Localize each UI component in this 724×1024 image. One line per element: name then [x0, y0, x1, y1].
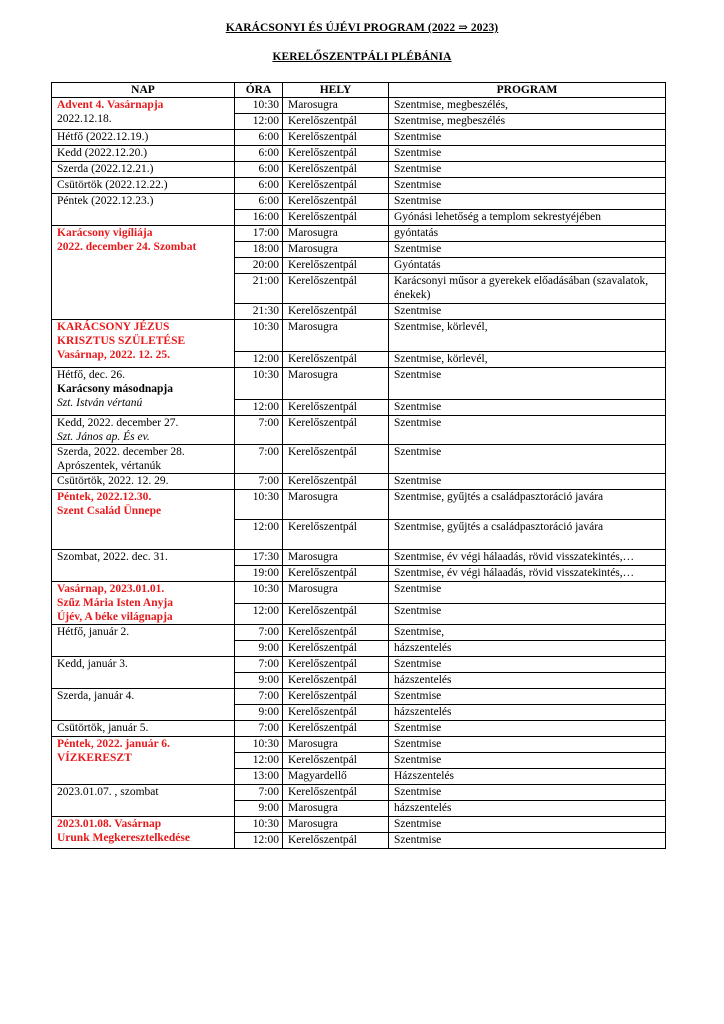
place-cell: Kerelőszentpál	[283, 566, 389, 582]
day-line: Hétfő, dec. 26.	[57, 369, 126, 381]
day-line: Aprószentek, vértanúk	[57, 460, 162, 472]
time-cell: 10:30	[235, 320, 283, 352]
program-cell: házszentelés	[389, 801, 666, 817]
place-cell: Marosugra	[283, 226, 389, 242]
day-cell	[52, 785, 235, 817]
day-line: Hétfő (2022.12.19.)	[57, 131, 149, 143]
time-cell: 12:00	[235, 114, 283, 130]
day-cell	[52, 178, 235, 194]
time-cell: 9:00	[235, 641, 283, 657]
program-cell: Szentmise	[389, 445, 666, 474]
day-cell	[52, 737, 235, 785]
time-cell: 12:00	[235, 603, 283, 625]
table-row	[52, 162, 666, 178]
program-cell: Szentmise	[389, 194, 666, 210]
day-line: Szt. István vértanú	[57, 397, 143, 409]
table-row	[52, 368, 666, 400]
day-line: Szerda, 2022. december 28.	[57, 446, 185, 458]
program-cell: házszentelés	[389, 705, 666, 721]
parish-name: KERELŐSZENTPÁLI PLÉBÁNIA	[272, 51, 452, 63]
place-cell: Marosugra	[283, 582, 389, 604]
place-cell: Kerelőszentpál	[283, 603, 389, 625]
day-cell	[52, 625, 235, 657]
table-row	[52, 416, 666, 445]
place-cell: Kerelőszentpál	[283, 445, 389, 474]
time-cell: 12:00	[235, 520, 283, 550]
program-cell: Szentmise	[389, 817, 666, 833]
day-cell	[52, 721, 235, 737]
time-cell: 6:00	[235, 178, 283, 194]
program-cell: Szentmise	[389, 416, 666, 445]
time-cell: 6:00	[235, 194, 283, 210]
program-cell: Szentmise	[389, 785, 666, 801]
time-cell: 9:00	[235, 705, 283, 721]
place-cell: Marosugra	[283, 737, 389, 753]
time-cell: 12:00	[235, 833, 283, 849]
program-cell: Szentmise	[389, 689, 666, 705]
place-cell: Marosugra	[283, 368, 389, 400]
table-row	[52, 445, 666, 474]
day-line: Péntek (2022.12.23.)	[57, 195, 154, 207]
program-cell: Karácsonyi műsor a gyerekek előadásában (szavalatok, énekek)	[389, 274, 666, 304]
day-cell	[52, 98, 235, 130]
table-row	[52, 721, 666, 737]
place-cell: Kerelőszentpál	[283, 474, 389, 490]
header-hely: HELY	[283, 83, 389, 98]
time-cell: 7:00	[235, 689, 283, 705]
day-cell	[52, 689, 235, 721]
day-line: Péntek, 2022.12.30.	[57, 491, 152, 503]
header-program: PROGRAM	[389, 83, 666, 98]
day-line: Szent Család Ünnepe	[57, 505, 162, 517]
day-line: VÍZKERESZT	[57, 752, 132, 764]
day-line: Szerda (2022.12.21.)	[57, 163, 154, 175]
place-cell: Magyardellő	[283, 769, 389, 785]
program-cell: Szentmise, körlevél,	[389, 352, 666, 368]
place-cell: Kerelőszentpál	[283, 705, 389, 721]
table-row	[52, 98, 666, 114]
time-cell: 18:00	[235, 242, 283, 258]
time-cell: 13:00	[235, 769, 283, 785]
day-line: Kedd, január 3.	[57, 658, 128, 670]
day-line: Vasárnap, 2022. 12. 25.	[57, 349, 170, 361]
place-cell: Kerelőszentpál	[283, 178, 389, 194]
place-cell: Kerelőszentpál	[283, 130, 389, 146]
place-cell: Kerelőszentpál	[283, 274, 389, 304]
place-cell: Kerelőszentpál	[283, 258, 389, 274]
day-line: Szombat, 2022. dec. 31.	[57, 551, 168, 563]
time-cell: 12:00	[235, 352, 283, 368]
time-cell: 6:00	[235, 162, 283, 178]
program-cell: Szentmise	[389, 400, 666, 416]
program-cell: gyóntatás	[389, 226, 666, 242]
day-line: 2023.01.08. Vasárnap	[57, 818, 162, 830]
time-cell: 6:00	[235, 146, 283, 162]
place-cell: Kerelőszentpál	[283, 625, 389, 641]
program-cell: házszentelés	[389, 641, 666, 657]
place-cell: Kerelőszentpál	[283, 721, 389, 737]
day-cell	[52, 490, 235, 550]
time-cell: 7:00	[235, 625, 283, 641]
day-line: Vasárnap, 2023.01.01.	[57, 583, 165, 595]
time-cell: 17:00	[235, 226, 283, 242]
day-cell	[52, 582, 235, 625]
program-cell: Szentmise	[389, 130, 666, 146]
day-line: 2022. december 24. Szombat	[57, 241, 197, 253]
day-line: Péntek, 2022. január 6.	[57, 738, 170, 750]
place-cell: Kerelőszentpál	[283, 785, 389, 801]
place-cell: Marosugra	[283, 550, 389, 566]
program-cell: Szentmise	[389, 368, 666, 400]
day-cell	[52, 416, 235, 445]
time-cell: 21:30	[235, 304, 283, 320]
program-cell: házszentelés	[389, 673, 666, 689]
day-cell	[52, 445, 235, 474]
place-cell: Kerelőszentpál	[283, 673, 389, 689]
program-cell: Szentmise, megbeszélés,	[389, 98, 666, 114]
table-row	[52, 657, 666, 673]
header-ora: ÓRA	[235, 83, 283, 98]
time-cell: 12:00	[235, 400, 283, 416]
schedule-body	[52, 98, 666, 849]
place-cell: Marosugra	[283, 490, 389, 520]
program-cell: Szentmise, megbeszélés	[389, 114, 666, 130]
time-cell: 19:00	[235, 566, 283, 582]
day-line: Csütörtök, 2022. 12. 29.	[57, 475, 169, 487]
time-cell: 7:00	[235, 445, 283, 474]
program-cell: Szentmise	[389, 833, 666, 849]
day-cell	[52, 226, 235, 320]
place-cell: Kerelőszentpál	[283, 114, 389, 130]
table-row	[52, 130, 666, 146]
table-row	[52, 474, 666, 490]
place-cell: Kerelőszentpál	[283, 400, 389, 416]
program-cell: Szentmise, körlevél,	[389, 320, 666, 352]
day-cell	[52, 146, 235, 162]
program-cell: Szentmise, év végi hálaadás, rövid visszatekintés,…	[389, 566, 666, 582]
program-cell: Házszentelés	[389, 769, 666, 785]
day-line: 2023.01.07. , szombat	[57, 786, 159, 798]
place-cell: Marosugra	[283, 242, 389, 258]
table-row	[52, 490, 666, 520]
time-cell: 7:00	[235, 657, 283, 673]
program-cell: Szentmise	[389, 753, 666, 769]
day-cell	[52, 368, 235, 416]
day-cell	[52, 474, 235, 490]
place-cell: Kerelőszentpál	[283, 657, 389, 673]
program-cell: Szentmise	[389, 474, 666, 490]
program-cell: Szentmise	[389, 162, 666, 178]
place-cell: Kerelőszentpál	[283, 210, 389, 226]
place-cell: Kerelőszentpál	[283, 520, 389, 550]
time-cell: 7:00	[235, 416, 283, 445]
program-cell: Szentmise	[389, 721, 666, 737]
day-line: Szűz Mária Isten Anyja	[57, 597, 173, 609]
program-cell: Gyóntatás	[389, 258, 666, 274]
day-cell	[52, 657, 235, 689]
place-cell: Kerelőszentpál	[283, 146, 389, 162]
table-row	[52, 320, 666, 352]
place-cell: Marosugra	[283, 98, 389, 114]
place-cell: Marosugra	[283, 320, 389, 352]
schedule-table	[51, 82, 666, 849]
time-cell: 7:00	[235, 785, 283, 801]
table-row	[52, 582, 666, 604]
day-line: Szerda, január 4.	[57, 690, 135, 702]
program-cell: Gyónási lehetőség a templom sekrestyéjében	[389, 210, 666, 226]
day-line: Csütörtök, január 5.	[57, 722, 149, 734]
program-cell: Szentmise	[389, 603, 666, 625]
time-cell: 10:30	[235, 817, 283, 833]
program-cell: Szentmise	[389, 242, 666, 258]
program-cell: Szentmise, év végi hálaadás, rövid visszatekintés,…	[389, 550, 666, 566]
day-cell	[52, 817, 235, 849]
time-cell: 10:30	[235, 582, 283, 604]
time-cell: 7:00	[235, 721, 283, 737]
day-line: Kedd (2022.12.20.)	[57, 147, 148, 159]
table-row	[52, 178, 666, 194]
place-cell: Kerelőszentpál	[283, 689, 389, 705]
time-cell: 17:30	[235, 550, 283, 566]
program-cell: Szentmise	[389, 304, 666, 320]
place-cell: Kerelőszentpál	[283, 833, 389, 849]
time-cell: 16:00	[235, 210, 283, 226]
program-cell: Szentmise	[389, 657, 666, 673]
table-row	[52, 817, 666, 833]
day-cell	[52, 194, 235, 226]
day-cell	[52, 550, 235, 582]
day-line: Kedd, 2022. december 27.	[57, 417, 179, 429]
table-row	[52, 689, 666, 705]
day-line: KRISZTUS SZÜLETÉSE	[57, 335, 186, 347]
place-cell: Kerelőszentpál	[283, 352, 389, 368]
program-cell: Szentmise, gyűjtés a családpasztoráció javára	[389, 520, 666, 550]
day-line: Újév, A béke világnapja	[57, 611, 173, 623]
program-cell: Szentmise	[389, 146, 666, 162]
time-cell: 10:30	[235, 737, 283, 753]
day-line: Csütörtök (2022.12.22.)	[57, 179, 168, 191]
table-row	[52, 550, 666, 566]
table-row	[52, 146, 666, 162]
place-cell: Kerelőszentpál	[283, 753, 389, 769]
time-cell: 10:30	[235, 368, 283, 400]
page-title: KARÁCSONYI ÉS ÚJÉVI PROGRAM (2022 ⇒ 2023)	[225, 22, 499, 34]
table-row	[52, 785, 666, 801]
day-cell	[52, 130, 235, 146]
table-row	[52, 194, 666, 210]
program-cell: Szentmise	[389, 582, 666, 604]
place-cell: Marosugra	[283, 801, 389, 817]
day-line: Karácsony másodnapja	[57, 383, 173, 395]
table-row	[52, 737, 666, 753]
day-line: Hétfő, január 2.	[57, 626, 130, 638]
time-cell: 21:00	[235, 274, 283, 304]
header-row	[52, 83, 666, 98]
place-cell: Kerelőszentpál	[283, 416, 389, 445]
day-line: Szt. János ap. És ev.	[57, 431, 150, 443]
program-cell: Szentmise	[389, 737, 666, 753]
time-cell: 6:00	[235, 130, 283, 146]
table-row	[52, 226, 666, 242]
place-cell: Kerelőszentpál	[283, 194, 389, 210]
place-cell: Marosugra	[283, 817, 389, 833]
time-cell: 12:00	[235, 753, 283, 769]
day-cell	[52, 320, 235, 368]
time-cell: 9:00	[235, 801, 283, 817]
table-row	[52, 625, 666, 641]
day-line: Karácsony vigíliája	[57, 227, 153, 239]
time-cell: 20:00	[235, 258, 283, 274]
time-cell: 10:30	[235, 490, 283, 520]
place-cell: Kerelőszentpál	[283, 304, 389, 320]
day-line: Advent 4. Vasárnapja	[57, 99, 164, 111]
program-cell: Szentmise,	[389, 625, 666, 641]
time-cell: 9:00	[235, 673, 283, 689]
day-line: 2022.12.18.	[57, 113, 112, 125]
day-line: KARÁCSONY JÉZUS	[57, 321, 170, 333]
time-cell: 10:30	[235, 98, 283, 114]
time-cell: 7:00	[235, 474, 283, 490]
header-nap: NAP	[52, 83, 235, 98]
day-line: Urunk Megkeresztelkedése	[57, 832, 190, 844]
place-cell: Kerelőszentpál	[283, 641, 389, 657]
program-cell: Szentmise, gyűjtés a családpasztoráció javára	[389, 490, 666, 520]
day-cell	[52, 162, 235, 178]
program-cell: Szentmise	[389, 178, 666, 194]
place-cell: Kerelőszentpál	[283, 162, 389, 178]
